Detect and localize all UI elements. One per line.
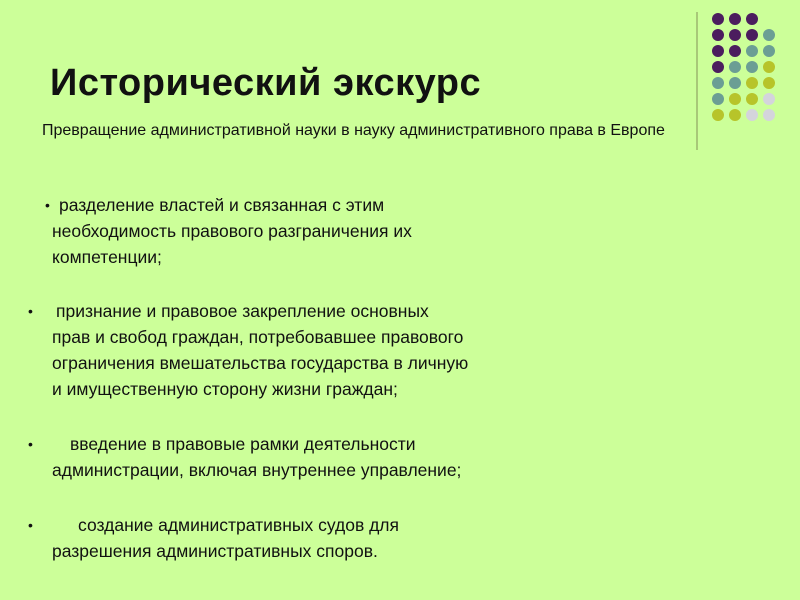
bullet-item-administrative-courts — [52, 512, 652, 564]
slide-subtitle: Превращение административной науки в науку административного права в Европе — [42, 122, 665, 139]
bullet-item-text: признание и правовое закрепление основных прав и свобод граждан, потребовавшее правового ограничения вмешательства государства в личную и имущественную сторону жизни граждан; — [52, 301, 469, 399]
bullet-item-legal-framework — [52, 431, 652, 483]
bullet-item-text: создание административных судов для разрешения административных споров. — [52, 515, 399, 561]
bullet-item-citizens-rights — [52, 298, 652, 402]
bullet-dot-icon: • — [28, 517, 33, 533]
bullet-item-separation-of-powers — [52, 192, 652, 270]
bullet-dot-icon: • — [28, 303, 33, 319]
bullet-item-text: разделение властей и связанная с этим необходимость правового разграничения их компетенции; — [52, 195, 412, 267]
bullet-item-text: введение в правовые рамки деятельности администрации, включая внутреннее управление; — [52, 434, 462, 480]
slide-title: Исторический экскурс — [50, 62, 482, 104]
bullet-dot-icon: • — [45, 197, 50, 213]
bullet-dot-icon: • — [28, 436, 33, 452]
